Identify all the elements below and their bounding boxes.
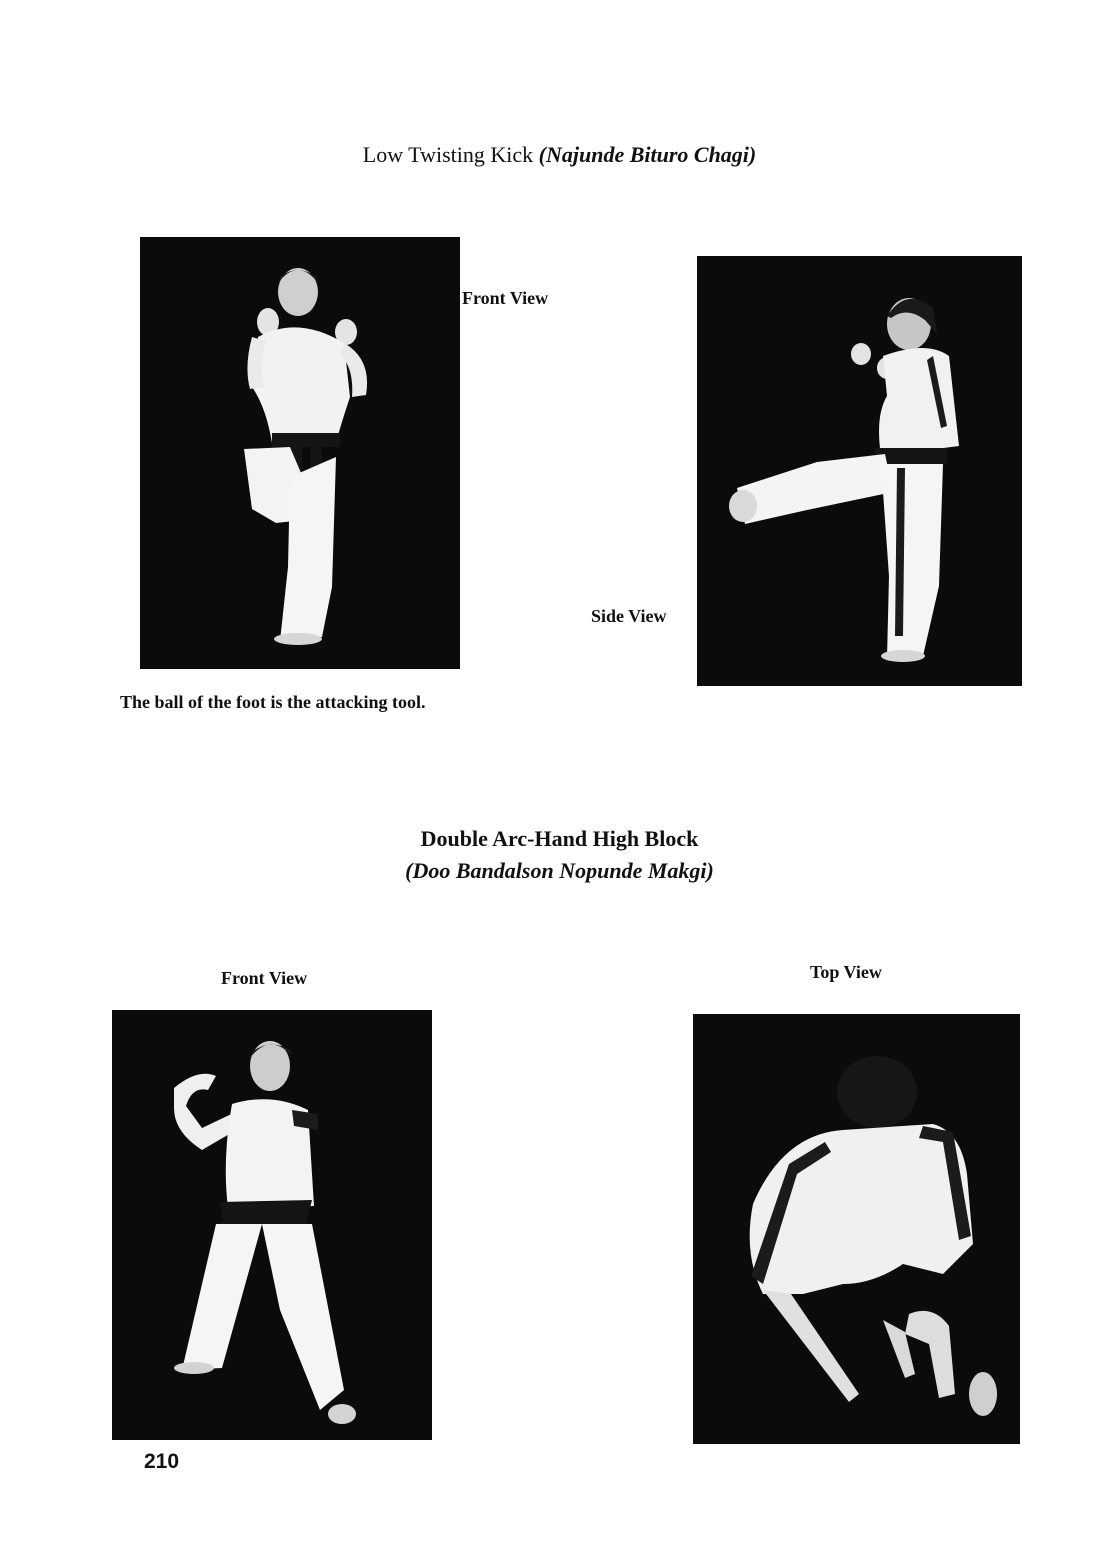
label-front-view-2: Front View [221,968,308,988]
caption-attacking-tool: The ball of the foot is the attacking tool. [120,692,426,712]
photo-arc-hand-block-front-view [112,1010,432,1440]
photo-figure [693,1014,1020,1444]
photo-figure [140,237,460,669]
photo-arc-hand-block-top-view [693,1014,1020,1444]
label-side-view: Side View [591,606,667,626]
photo-low-kick-side-view [697,256,1022,686]
title-english: Double Arc-Hand High Block [420,826,699,851]
label-top-view: Top View [810,962,882,982]
photo-figure [112,1010,432,1440]
title-korean: (Najunde Bituro Chagi) [538,142,757,167]
photo-figure [697,256,1022,686]
section-title-low-twisting-kick [0,140,1119,170]
page-number: 210 [144,1450,180,1473]
label-front-view-1: Front View [462,288,549,308]
photo-low-kick-front-view [140,237,460,669]
section-title-double-arc-hand-block [0,824,1119,886]
title-english: Low Twisting Kick [362,142,539,167]
title-korean: (Doo Bandalson Nopunde Makgi) [405,858,714,883]
